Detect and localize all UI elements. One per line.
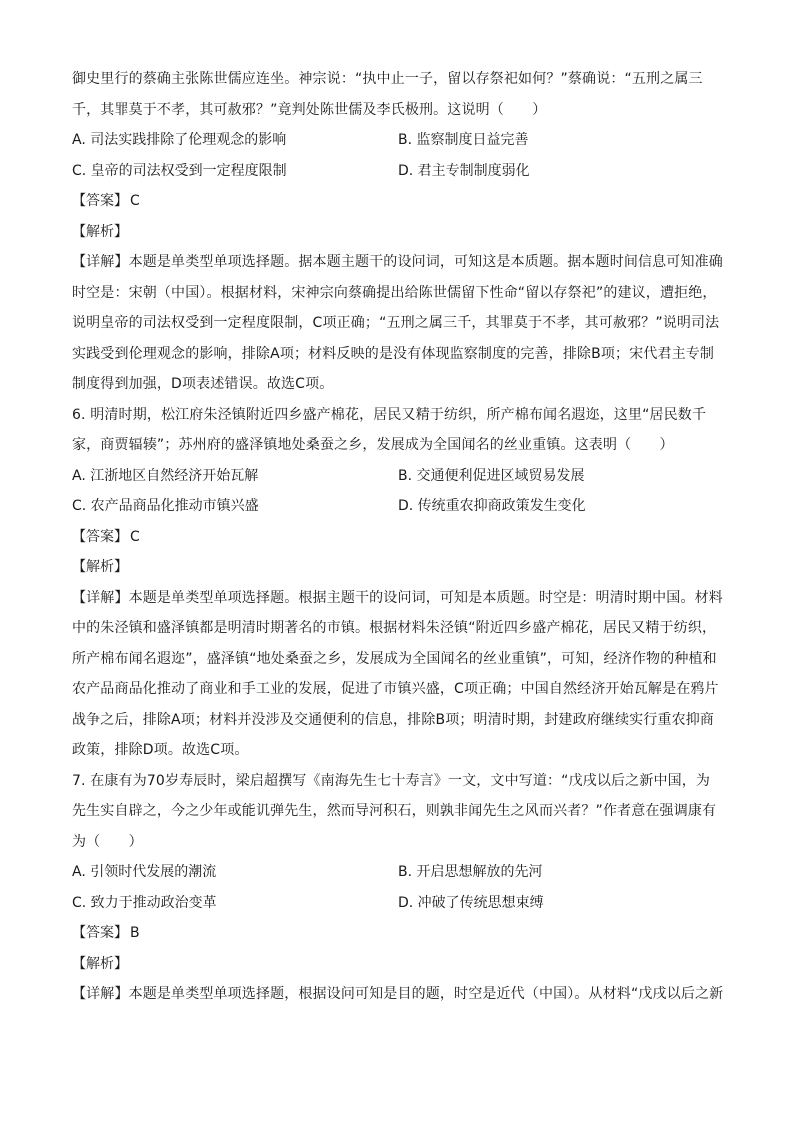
- q6-analysis-label: 【解析】: [72, 559, 128, 575]
- q6-option-b: B. 交通便利促进区域贸易发展: [398, 467, 585, 484]
- q7-option-d: D. 冲破了传统思想束缚: [398, 894, 544, 911]
- q5-answer-value: C: [130, 193, 140, 209]
- q6-option-c: C. 农产品商品化推动市镇兴盛: [72, 498, 259, 514]
- q5-stem: 御史里行的蔡确主张陈世儒应连坐。神宗说：“执中止一子，留以存祭祀如何？”蔡确说：“五刑之属三千，其罪莫于不孝，其可赦邪？”竟判处陈世儒及李氏极刑。这说明（ ）: [72, 71, 703, 118]
- q7-option-c: C. 致力于推动政治变革: [72, 894, 217, 911]
- q7-analysis-label: 【解析】: [72, 955, 128, 972]
- q6-answer-label: 【答案】: [72, 528, 128, 545]
- q5-detail: 【详解】本题是单类型单项选择题。据本题主题干的设问词，可知这是本质题。据本题时间信息可知准确时空是：宋朝（中国）。根据材料，宋神宗向蔡确提出给陈世儒留下性命“留以存祭祀”的建议，遭拒绝，说明皇帝的司法权受到一定程度限制，C项正确；“五刑之属三千，其罪莫于不孝，其可赦邪？”说明司法实践受到伦理观念的影响，排除A项；材料反映的是没有体现监察制度的完善，排除B项；宋代君主专制制度得到加强，D项表述错误。故选C项。: [72, 254, 723, 392]
- q7-options-row-1: [72, 857, 724, 888]
- q7-detail: 【详解】本题是单类型单项选择题，根据设问可知是目的题，时空是近代（中国）。从材料“戊戌以后之新: [72, 986, 724, 1002]
- q6-answer: [72, 522, 724, 553]
- q6-options-row-1: [72, 461, 724, 492]
- q6-options-row-2: [72, 491, 724, 522]
- q6-option-d: D. 传统重农抑商政策发生变化: [398, 498, 586, 514]
- q7-option-a: A. 引领时代发展的潮流: [72, 864, 217, 880]
- q6-answer-value: C: [130, 528, 140, 545]
- q6-option-a: A. 江浙地区自然经济开始瓦解: [72, 467, 259, 484]
- q7-option-b: B. 开启思想解放的先河: [398, 864, 543, 880]
- q5-option-d: D. 君主专制制度弱化: [398, 162, 530, 179]
- q5-options-row-2: [72, 156, 724, 187]
- q6-detail: 【详解】本题是单类型单项选择题。根据主题干的设问词，可知是本质题。时空是：明清时期中国。材料中的朱泾镇和盛泽镇都是明清时期著名的市镇。根据材料朱泾镇“附近四乡盛产棉花，居民又精于纺织，所产棉布闻名遐迩”，盛泽镇“地处桑蚕之乡，发展成为全国闻名的丝业重镇”，可知，经济作物的种植和农产品商品化推动了商业和手工业的发展，促进了市镇兴盛，C项正确；中国自然经济开始瓦解是在鸦片战争之后，排除A项；材料并没涉及交通便利的信息，排除B项；明清时期，封建政府继续实行重农抑商政策，排除D项。故选C项。: [72, 589, 723, 758]
- q6-stem: 6. 明清时期，松江府朱泾镇附近四乡盛产棉花，居民又精于纺织，所产棉布闻名遐迩，这里“居民数千家，商贾辐辏”；苏州府的盛泽镇地处桑蚕之乡，发展成为全国闻名的丝业重镇。这表明（ ）: [72, 406, 707, 453]
- q5-analysis-label: 【解析】: [72, 223, 128, 240]
- q7-stem: 7. 在康有为70岁寿辰时，梁启超撰写《南海先生七十寿言》一文，文中写道：“戊戌以后之新中国，为先生实自辟之，今之少年或能讥弹先生，然而导河积石，则孰非闻先生之风而兴者？”作者意在强调康有为（ ）: [72, 772, 717, 850]
- q5-options-row-1: [72, 125, 724, 156]
- q7-answer: [72, 918, 724, 949]
- q7-answer-label: 【答案】: [72, 925, 128, 941]
- q5-answer: [72, 186, 724, 217]
- q7-answer-value: B: [130, 925, 140, 941]
- q5-option-a: A. 司法实践排除了伦理观念的影响: [72, 132, 287, 148]
- q7-options-row-2: [72, 888, 724, 919]
- page-content: [72, 64, 724, 1010]
- q5-option-c: C. 皇帝的司法权受到一定程度限制: [72, 162, 287, 179]
- q5-option-b: B. 监察制度日益完善: [398, 132, 529, 148]
- q5-answer-label: 【答案】: [72, 193, 128, 209]
